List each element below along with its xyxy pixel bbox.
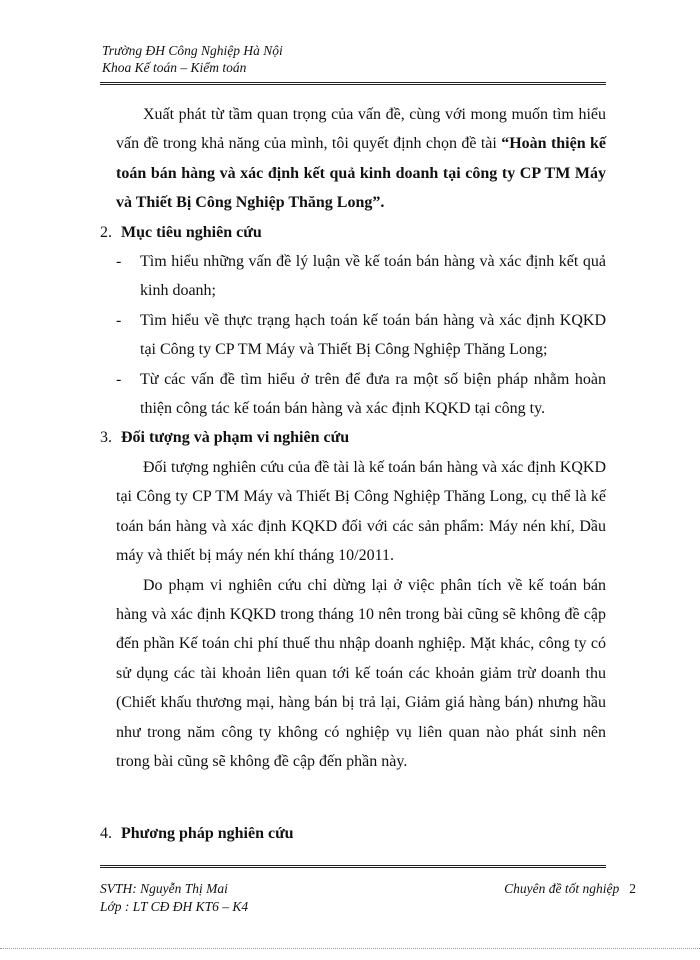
bullet-1-text: Tìm hiểu những vấn đề lý luận về kế toán bán hàng và xác định kết quả kinh doanh; bbox=[140, 253, 606, 300]
section-3-paragraph-2: Do phạm vi nghiên cứu chỉ dừng lại ở việc phân tích về kế toán bán hàng và xác định KQKD trong tháng 10 nên trong bài cũng sẽ không đề cập đến phần Kế toán chi phí thuế thu nhập doanh nghiệp. Mặt khác, công ty có sử dụng các tài khoản liên quan tới kế toán các khoản giảm trừ doanh thu (Chiết khấu thương mại, hàng bán bị trả lại, Giảm giá hàng bán) nhưng hầu như trong năm công ty không có nghiệp vụ liên quan nào phát sinh nên trong bài cũng sẽ không đề cập đến phần này. bbox=[116, 576, 606, 770]
page-number: 2 bbox=[629, 881, 636, 896]
section-3-paragraph-1: Đối tượng nghiên cứu của đề tài là kế toán bán hàng và xác định KQKD tại Công ty CP TM Máy và Thiết Bị Công Nghiệp Thăng Long, cụ thể là kế toán bán hàng và xác định KQKD đối với các sản phẩm: Máy nén khí, Dầu máy và thiết bị máy nén khí tháng 10/2011. bbox=[116, 458, 606, 565]
section-4-title: Phương pháp nghiên cứu bbox=[121, 825, 294, 843]
thesis-title: “Hoàn thiện kế toán bán hàng và xác định kết quả kinh doanh tại công ty CP TM Máy và Thiết Bị Công Nghiệp Thăng Long”. bbox=[116, 135, 606, 212]
footer-doc-label: Chuyên đề tốt nghiệp bbox=[504, 881, 620, 896]
section-4-heading bbox=[100, 819, 606, 848]
header-rule bbox=[100, 82, 606, 85]
footer-class: Lớp : LT CĐ ĐH KT6 – K4 bbox=[100, 899, 249, 914]
intro-text: Xuất phát từ tầm quan trọng của vấn đề, cùng với mong muốn tìm hiểu vấn đề trong khả năng của mình, tôi quyết định chọn đề tài bbox=[116, 106, 606, 153]
section-2-title: Mục tiêu nghiên cứu bbox=[121, 223, 262, 241]
bullet-2-text: Tìm hiểu về thực trạng hạch toán kế toán bán hàng và xác định KQKD tại Công ty CP TM Máy và Thiết Bị Công Nghiệp Thăng Long; bbox=[140, 311, 606, 359]
bullet-dash: - bbox=[116, 311, 122, 329]
intro-paragraph bbox=[116, 100, 606, 218]
bullet-dash: - bbox=[116, 370, 122, 388]
section-3-heading bbox=[100, 423, 606, 452]
list-item bbox=[116, 365, 606, 424]
page-footer-right bbox=[504, 880, 636, 898]
page-header bbox=[102, 42, 283, 76]
bullet-3-text: Từ các vấn đề tìm hiểu ở trên để đưa ra một số biện pháp nhằm hoàn thiện công tác kế toán bán hàng và xác định KQKD tại công ty. bbox=[140, 370, 606, 418]
list-item bbox=[116, 306, 606, 365]
list-item bbox=[116, 247, 606, 306]
section-4-number: 4. bbox=[100, 825, 112, 843]
footer-rule bbox=[100, 865, 606, 868]
document-body bbox=[100, 100, 606, 849]
spacer bbox=[116, 776, 606, 819]
bullet-dash: - bbox=[116, 253, 122, 271]
section-3-title: Đối tượng và phạm vi nghiên cứu bbox=[121, 429, 350, 447]
header-school: Trường ĐH Công Nghiệp Hà Nội bbox=[102, 43, 283, 58]
header-faculty: Khoa Kế toán – Kiểm toán bbox=[102, 60, 247, 75]
section-2-heading bbox=[100, 218, 606, 247]
section-2-number: 2. bbox=[100, 223, 112, 241]
page-bottom-border bbox=[0, 948, 700, 949]
page-footer-left bbox=[100, 880, 248, 916]
section-3-number: 3. bbox=[100, 429, 112, 447]
footer-student: SVTH: Nguyễn Thị Mai bbox=[100, 881, 228, 896]
